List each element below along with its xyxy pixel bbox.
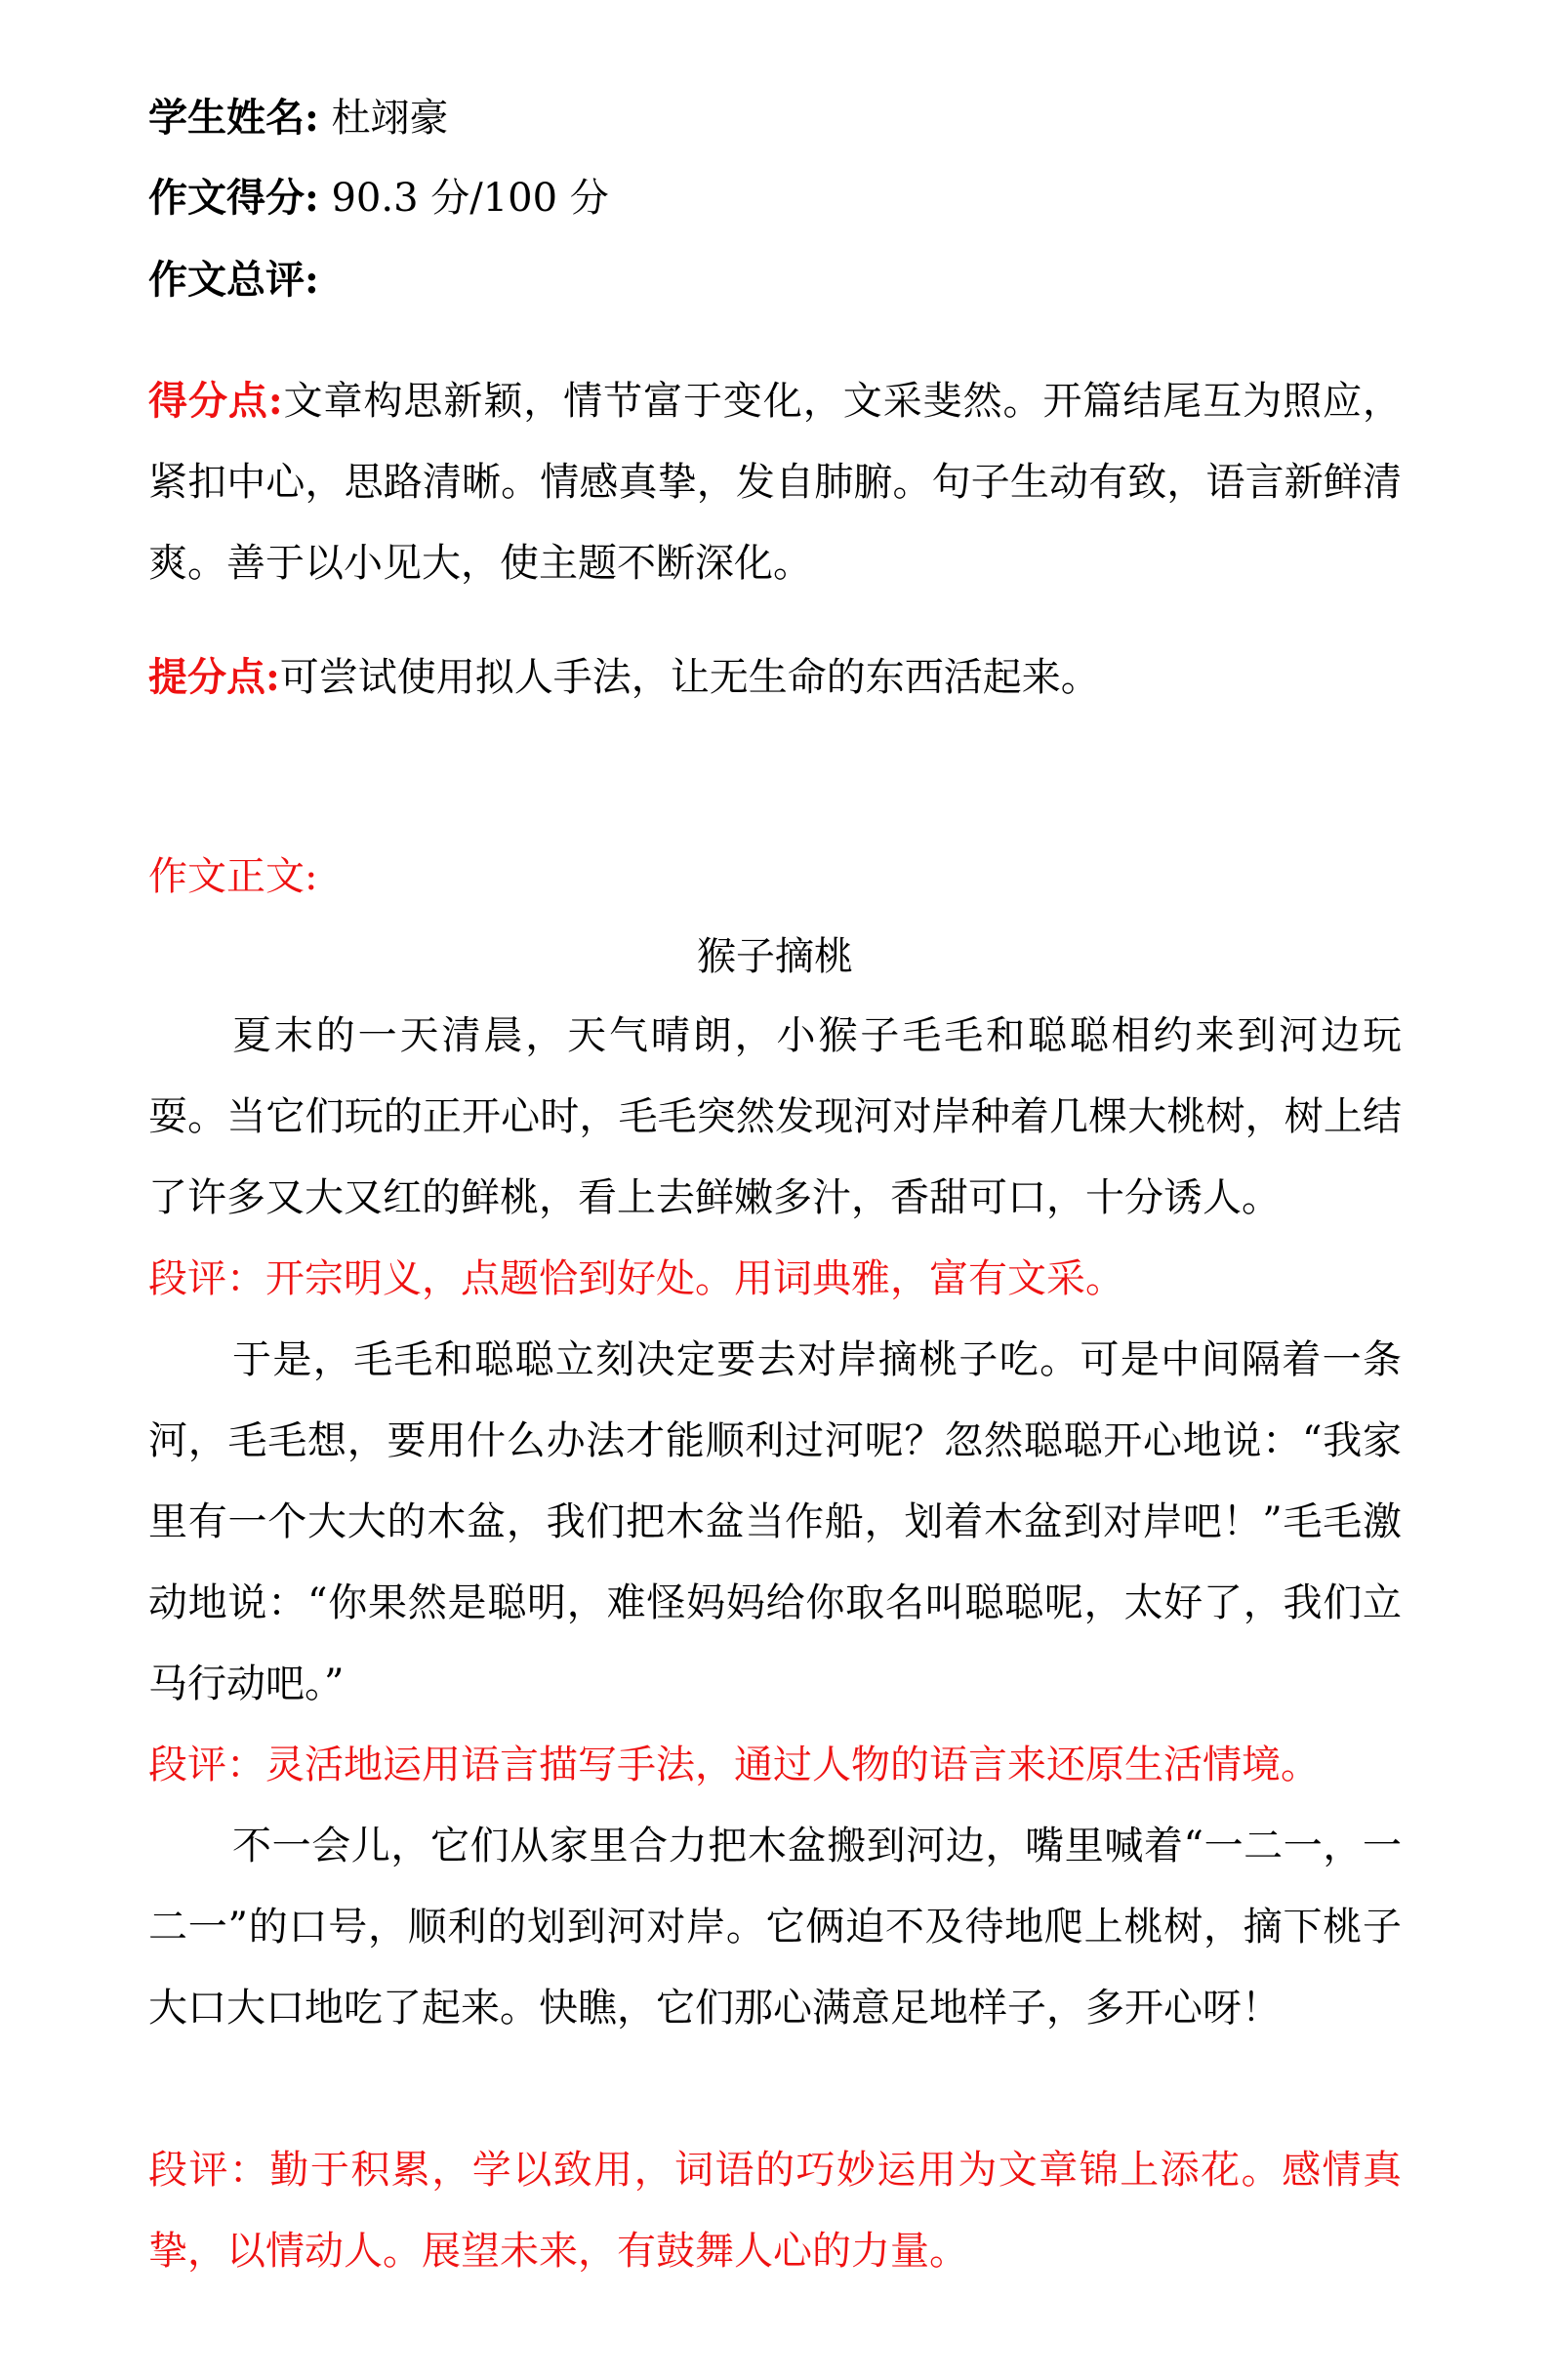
improvement-block xyxy=(148,636,1402,718)
paragraph-comment-3: 段评：勤于积累，学以致用，词语的巧妙运用为文章锦上添花。感情真挚，以情动人。展望未来，有鼓舞人心的力量。 xyxy=(148,2148,1402,2274)
improvement-label: 提分点: xyxy=(148,654,280,700)
essay-paragraph-2: 于是，毛毛和聪聪立刻决定要去对岸摘桃子吃。可是中间隔着一条河，毛毛想，要用什么办法才能顺利过河呢？忽然聪聪开心地说：“我家里有一个大大的木盆，我们把木盆当作船，划着木盆到对岸吧！”毛毛激动地说：“你果然是聪明，难怪妈妈给你取名叫聪聪呢，太好了，我们立马行动吧。” xyxy=(148,1337,1402,1706)
essay-paragraph-3: 不一会儿，它们从家里合力把木盆搬到河边，嘴里喊着“一二一，一二一”的口号，顺利的划到河对岸。它俩迫不及待地爬上桃树，摘下桃子大口大口地吃了起来。快瞧，它们那心满意足地样子，多开心呀！ xyxy=(148,1824,1402,2031)
essay-body-row xyxy=(148,849,317,904)
strengths-text: 文章构思新颖，情节富于变化，文采斐然。开篇结尾互为照应，紧扣中心，思路清晰。情感真挚，发自肺腑。句子生动有致，语言新鲜清爽。善于以小见大，使主题不断深化。 xyxy=(148,379,1403,586)
score-value: 90.3 分/100 分 xyxy=(331,176,609,221)
essay-title: 猴子摘桃 xyxy=(697,934,853,979)
score-row xyxy=(148,171,609,226)
paragraph-comment-2: 段评：灵活地运用语言描写手法，通过人物的语言来还原生活情境。 xyxy=(148,1743,1320,1787)
student-name-label: 学生姓名: xyxy=(148,95,319,141)
essay-paragraph-1: 夏末的一天清晨，天气晴朗，小猴子毛毛和聪聪相约来到河边玩耍。当它们玩的正开心时，毛毛突然发现河对岸种着几棵大桃树，树上结了许多又大又红的鲜桃，看上去鲜嫩多汁，香甜可口，十分诱人。 xyxy=(148,1013,1402,1220)
score-label: 作文得分: xyxy=(148,175,319,221)
student-name-value: 杜翊豪 xyxy=(331,96,449,141)
strengths-block xyxy=(148,360,1402,604)
student-name-row xyxy=(148,91,448,145)
overall-comment-row xyxy=(148,253,319,308)
overall-comment-label: 作文总评: xyxy=(148,257,319,303)
paragraph-comment-1: 段评：开宗明义，点题恰到好处。用词典雅，富有文采。 xyxy=(148,1256,1124,1301)
essay-body-label: 作文正文: xyxy=(148,854,318,899)
strengths-label: 得分点: xyxy=(148,378,283,424)
improvement-text: 可尝试使用拟人手法，让无生命的东西活起来。 xyxy=(279,655,1100,700)
